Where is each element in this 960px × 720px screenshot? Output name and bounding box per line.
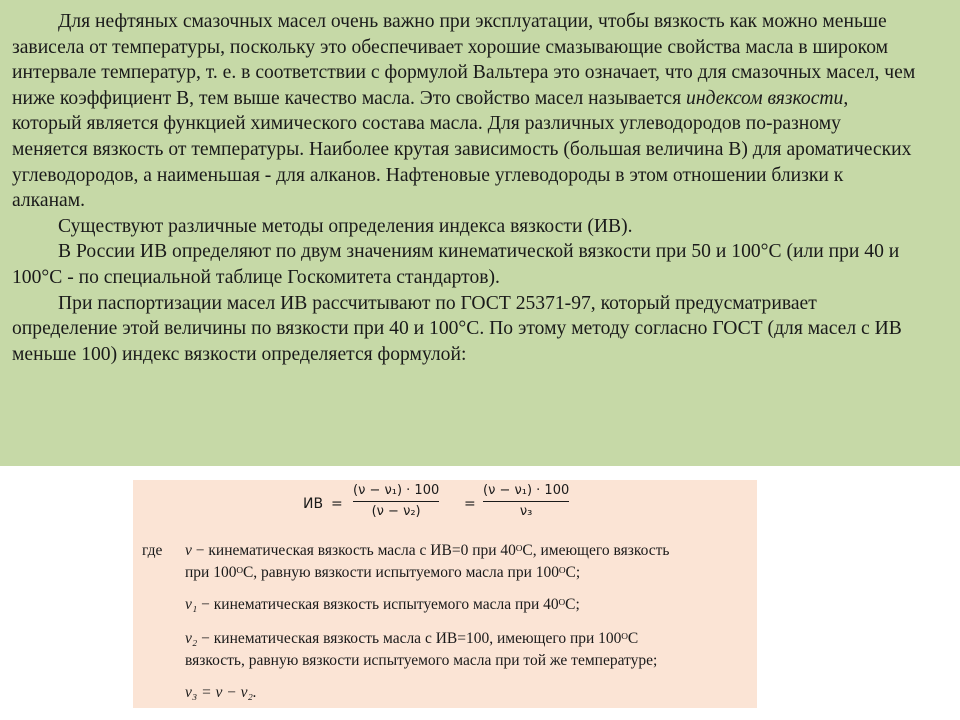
- formula-fraction-2-numerator: (ν − ν₁) · 100: [483, 483, 570, 498]
- definition-nu1: [185, 594, 580, 616]
- formula-fraction-1: [353, 483, 439, 520]
- formula-lhs: ИВ: [303, 496, 324, 512]
- definition-nu: [185, 540, 669, 562]
- definitions-where: где: [142, 542, 163, 559]
- definition-nu1-symbol: ν₁: [185, 596, 198, 613]
- definition-nu2-symbol: ν₂: [185, 630, 198, 647]
- paragraph-4: При паспортизации масел ИВ рассчитывают по ГОСТ 25371-97, который предусматривает определение этой величины по вязкости при 40 и 100°С. По этому методу согласно ГОСТ (для масел с ИВ меньше 100) индекс вязкости определяется формулой:: [12, 292, 902, 365]
- formula-fraction-2: [483, 483, 569, 520]
- definition-nu3: ν₃ = ν − ν₂.: [185, 684, 257, 701]
- text-body: [12, 9, 917, 367]
- paragraph-3: В России ИВ определяют по двум значениям кинематической вязкости при 50 и 100°С (или при 40 и 100°С - по специальной таблице Госкомитета стандартов).: [12, 241, 900, 288]
- definition-nu-text: − кинематическая вязкость масла с ИВ=0 при 40ᴼС, имеющего вязкость: [191, 542, 670, 559]
- definition-nu-continued: при 100ᴼС, равную вязкости испытуемого масла при 100ᴼС;: [185, 564, 581, 581]
- formula-fraction-2-bar: [483, 501, 569, 502]
- definition-nu-symbol: ν: [185, 542, 192, 559]
- paragraph-2: Существуют различные методы определения индекса вязкости (ИВ).: [58, 215, 633, 237]
- formula-equals-1: =: [331, 496, 343, 512]
- definition-nu2: [185, 628, 638, 650]
- paragraph-1-emphasis: индексом вязкости: [686, 87, 844, 109]
- paragraph-1: [12, 9, 917, 214]
- formula-fraction-1-bar: [353, 501, 439, 502]
- formula-fraction-1-numerator: (ν − ν₁) · 100: [353, 483, 440, 498]
- paragraph-1-text-a: Для нефтяных смазочных масел очень важно при эксплуатации, чтобы вязкость как можно меньше зависела от температуры, поскольку это обеспечивает хорошие смазывающие свойства масла в широком интервале температур, т. е. в соответствии с формулой Вальтера это означает, что для смазочных масел, чем ниже коэффициент В, тем выше качество масла. Это свойство масел называется: [12, 11, 916, 109]
- formula-fraction-1-denominator: (ν − ν₂): [371, 504, 421, 519]
- paragraph-1-text-b: , который является функцией химического состава масла. Для различных углеводородов по-разному меняется вязкость от температуры. Наиболее крутая зависимость (большая величина В) для ароматических углеводородов, а наименьшая - для алканов. Нафтеновые углеводороды в этом отношении близки к алканам.: [12, 87, 912, 212]
- definition-nu2-continued: вязкость, равную вязкости испытуемого масла при той же температуре;: [185, 652, 658, 669]
- definition-nu1-text: − кинематическая вязкость испытуемого масла при 40ᴼС;: [197, 596, 580, 613]
- formula-fraction-2-denominator: ν₃: [519, 504, 533, 519]
- formula-equals-2: =: [464, 496, 476, 512]
- formula-box: [133, 480, 757, 708]
- definition-nu2-text: − кинематическая вязкость масла с ИВ=100, имеющего при 100ᴼС: [197, 630, 639, 647]
